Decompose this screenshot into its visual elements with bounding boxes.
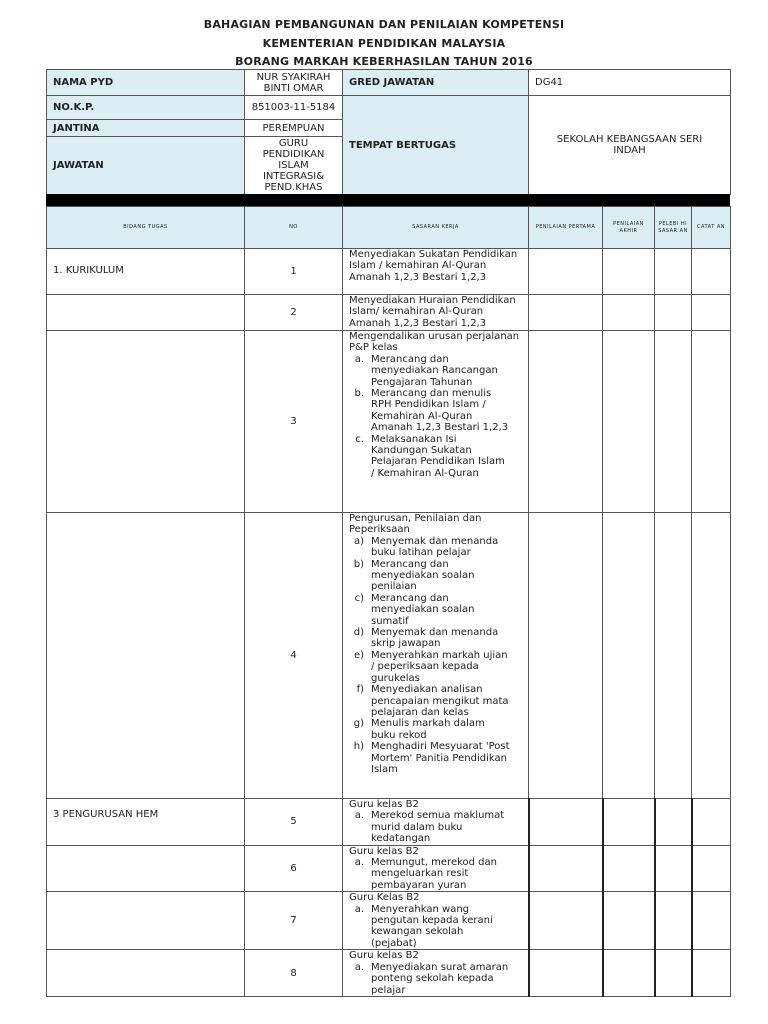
no-cell: 5 [245, 799, 343, 846]
pelebihan-cell [655, 295, 692, 331]
sasaran-intro: Guru kelas B2 [349, 845, 419, 857]
list-marker: a. [354, 857, 364, 869]
sasaran-cell [343, 331, 529, 513]
list-marker: g) [353, 718, 364, 730]
nama-label: NAMA PYD [47, 70, 245, 96]
penilaian-akhir-cell [603, 845, 655, 892]
catatan-cell [692, 892, 731, 950]
list-marker: a. [354, 810, 364, 822]
pelebihan-cell [655, 249, 692, 295]
penilaian-akhir-cell [603, 331, 655, 513]
sasaran-intro: Menyediakan Huraian Pendidikan Islam/ kemahiran Al-Quran Amanah 1,2,3 Bestari 1,2,3 [349, 295, 516, 329]
penilaian-akhir-cell [603, 892, 655, 950]
table-row [47, 950, 731, 997]
list-item [349, 962, 524, 996]
pelebihan-cell [655, 799, 692, 846]
list-text: Menyerahkan wang pengutan kepada kerani kewangan sekolah (pejabat) [371, 903, 493, 949]
nokp-label: NO.K.P. [47, 96, 245, 120]
no-cell: 7 [245, 892, 343, 950]
bidang-cell: 3 PENGURUSAN HEM [47, 799, 245, 846]
list-marker: a. [354, 903, 364, 915]
penilaian-akhir-cell [603, 249, 655, 295]
list-item [349, 741, 524, 775]
list-item [349, 627, 524, 650]
bidang-cell [47, 295, 245, 331]
list-item [349, 593, 524, 627]
list-text: Merancang dan menulis RPH Pendidikan Islam / Kemahiran Al-Quran Amanah 1,2,3 Bestari 1,2,3 [371, 388, 509, 434]
table-row [47, 892, 731, 950]
col-catatan: CATAT AN [692, 207, 731, 249]
list-marker: b. [354, 388, 364, 400]
list-item [349, 354, 524, 388]
list-item [349, 684, 524, 718]
jantina-label: JANTINA [47, 120, 245, 137]
table-row [47, 845, 731, 892]
pelebihan-cell [655, 950, 692, 997]
sasaran-cell [343, 513, 529, 799]
list-marker: d) [353, 627, 364, 639]
list-text: Merancang dan menyediakan soalan sumatif [371, 592, 475, 627]
catatan-cell [692, 249, 731, 295]
gred-value: DG41 [529, 70, 731, 96]
col-penilaian-akhir: PENILAIAN AKHIR [603, 207, 655, 249]
list-text: Menyerahkan markah ujian / peperiksaan kepada gurukelas [371, 649, 508, 684]
penilaian-pertama-cell [529, 950, 603, 997]
table-row [47, 799, 731, 846]
pelebihan-cell [655, 892, 692, 950]
pelebihan-cell [655, 331, 692, 513]
penilaian-pertama-cell [529, 331, 603, 513]
list-marker: f) [356, 684, 364, 696]
sasaran-list [349, 857, 524, 891]
catatan-cell [692, 799, 731, 846]
list-text: Merancang dan menyediakan Rancangan Pengajaran Tahunan [371, 353, 498, 388]
separator-bar [46, 194, 730, 206]
nama-value: NUR SYAKIRAH BINTI OMAR [245, 70, 343, 96]
list-item [349, 650, 524, 684]
list-text: Merancang dan menyediakan soalan penilaian [371, 558, 475, 593]
bidang-cell [47, 892, 245, 950]
list-text: Menyediakan surat amaran ponteng sekolah kepada pelajar [371, 961, 509, 996]
sasaran-intro: Pengurusan, Penilaian dan Peperiksaan [349, 513, 482, 536]
bidang-cell [47, 845, 245, 892]
table-row [47, 331, 731, 513]
list-item [349, 434, 524, 480]
sasaran-list [349, 536, 524, 776]
col-sasaran-kerja: SASARAN KERJA [343, 207, 529, 249]
sasaran-list [349, 904, 524, 950]
list-marker: c) [354, 592, 364, 604]
list-text: Menulis markah dalam buku rekod [371, 718, 485, 741]
pelebihan-cell [655, 513, 692, 799]
tempat-label: TEMPAT BERTUGAS [343, 96, 529, 195]
no-cell: 1 [245, 249, 343, 295]
penilaian-akhir-cell [603, 295, 655, 331]
catatan-cell [692, 845, 731, 892]
doc-header-line3: BORANG MARKAH KEBERHASILAN TAHUN 2016 [235, 55, 533, 68]
list-text: Melaksanakan Isi Kandungan Sukatan Pelajaran Pendidikan Islam / Kemahiran Al-Quran [371, 433, 505, 479]
list-text: Menghadiri Mesyuarat 'Post Mortem' Panitia Pendidikan Islam [371, 741, 510, 775]
no-cell: 3 [245, 331, 343, 513]
list-item [349, 559, 524, 593]
penilaian-pertama-cell [529, 513, 603, 799]
penilaian-pertama-cell [529, 845, 603, 892]
bidang-cell [47, 513, 245, 799]
sasaran-intro: Menyediakan Sukatan Pendidikan Islam / kemahiran Al-Quran Amanah 1,2,3 Bestari 1,2,3 [349, 249, 518, 283]
table-row [47, 513, 731, 799]
penilaian-akhir-cell [603, 799, 655, 846]
list-marker: h) [353, 741, 364, 753]
list-marker: c. [355, 433, 364, 445]
sasaran-cell [343, 799, 529, 846]
doc-header-line1: BAHAGIAN PEMBANGUNAN DAN PENILAIAN KOMPETENSI [203, 18, 565, 31]
doc-header-line2: KEMENTERIAN PENDIDIKAN MALAYSIA [262, 37, 506, 50]
sasaran-intro: Guru kelas B2 [349, 950, 419, 962]
no-cell: 4 [245, 513, 343, 799]
bidang-cell [47, 950, 245, 997]
info-table [46, 69, 731, 195]
list-item [349, 904, 524, 950]
list-text: Merekod semua maklumat murid dalam buku kedatangan [371, 810, 505, 845]
list-text: Menyemak dan menanda skrip jawapan [371, 627, 499, 650]
catatan-cell [692, 513, 731, 799]
list-item [349, 536, 524, 559]
gred-label: GRED JAWATAN [343, 70, 529, 96]
sasaran-intro: Guru Kelas B2 [349, 892, 420, 904]
no-cell: 8 [245, 950, 343, 997]
sasaran-intro: Mengendalikan urusan perjalanan P&P kelas [349, 331, 520, 354]
bidang-cell: 1. KURIKULUM [47, 249, 245, 295]
penilaian-pertama-cell [529, 295, 603, 331]
col-penilaian-pertama: PENILAIAN PERTAMA [529, 207, 603, 249]
list-item [349, 388, 524, 434]
list-text: Menyediakan analisan pencapaian mengikut mata pelajaran dan kelas [371, 684, 509, 718]
tasks-table [46, 206, 731, 997]
sasaran-cell [343, 845, 529, 892]
list-item [349, 857, 524, 891]
list-marker: a) [353, 535, 364, 547]
list-marker: b) [353, 558, 364, 570]
table-row [47, 249, 731, 295]
sasaran-cell [343, 249, 529, 295]
sasaran-intro: Guru kelas B2 [349, 799, 419, 810]
jawatan-value: GURU PENDIDIKAN ISLAM INTEGRASI& PEND.KHAS [245, 137, 343, 195]
penilaian-pertama-cell [529, 892, 603, 950]
list-text: Memungut, merekod dan mengeluarkan resit pembayaran yuran [371, 857, 497, 891]
list-marker: e) [353, 649, 364, 661]
tempat-value: SEKOLAH KEBANGSAAN SERI INDAH [529, 96, 731, 195]
penilaian-akhir-cell [603, 950, 655, 997]
col-pelebihan-sasaran: PELEBI HI SASAR AN [655, 207, 692, 249]
list-marker: a. [354, 961, 364, 973]
sasaran-cell [343, 950, 529, 997]
table-row [47, 295, 731, 331]
sasaran-cell [343, 892, 529, 950]
list-item [349, 810, 524, 844]
no-cell: 2 [245, 295, 343, 331]
list-item [349, 718, 524, 741]
sasaran-list [349, 962, 524, 996]
jantina-value: PEREMPUAN [245, 120, 343, 137]
sasaran-cell [343, 295, 529, 331]
penilaian-akhir-cell [603, 513, 655, 799]
penilaian-pertama-cell [529, 249, 603, 295]
catatan-cell [692, 950, 731, 997]
sasaran-list [349, 810, 524, 844]
col-bidang-tugas: BIDANG TUGAS [47, 207, 245, 249]
no-cell: 6 [245, 845, 343, 892]
col-no: NO [245, 207, 343, 249]
bidang-cell [47, 331, 245, 513]
sasaran-list [349, 354, 524, 479]
jawatan-label: JAWATAN [47, 137, 245, 195]
catatan-cell [692, 295, 731, 331]
pelebihan-cell [655, 845, 692, 892]
nokp-value: 851003-11-5184 [245, 96, 343, 120]
penilaian-pertama-cell [529, 799, 603, 846]
catatan-cell [692, 331, 731, 513]
list-marker: a. [354, 353, 364, 365]
list-text: Menyemak dan menanda buku latihan pelajar [371, 535, 499, 559]
